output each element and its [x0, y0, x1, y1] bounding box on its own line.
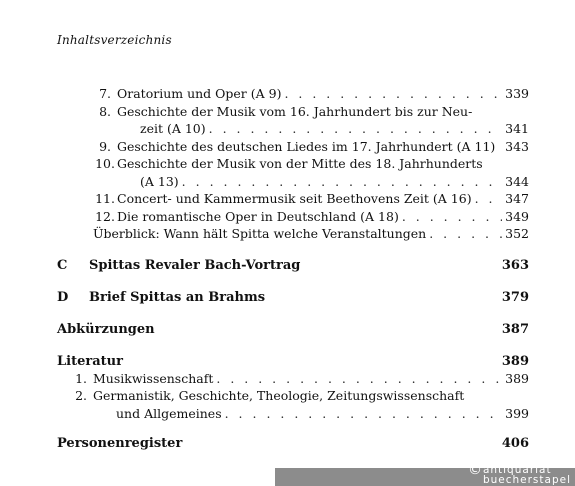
- entry-number: 8.: [99, 103, 111, 119]
- entry-page: 344: [505, 173, 529, 189]
- entry-number: 1.: [75, 370, 87, 386]
- entry-page: 352: [505, 226, 529, 241]
- copyright-icon: ©: [467, 462, 482, 478]
- entry-page: 341: [505, 121, 529, 136]
- section-page: 406: [501, 436, 529, 451]
- entry-number: 11.: [95, 191, 115, 206]
- entry-number: 2.: [75, 388, 87, 403]
- entry-page: 399: [505, 405, 529, 421]
- section-title: Literatur: [57, 353, 123, 369]
- section-title: Brief Spittas an Brahms: [89, 289, 266, 305]
- toc-section-personenregister: [57, 435, 529, 452]
- toc-entry-continuation: [57, 405, 529, 423]
- entry-page: 343: [505, 138, 529, 154]
- section-letter: C: [57, 257, 68, 273]
- entry-title: Die romantische Oper in Deutschland (A 18): [117, 208, 399, 224]
- toc-entry-continuation: [57, 173, 529, 191]
- toc-entry: [57, 138, 529, 156]
- entry-title: Concert- und Kammermusik seit Beethovens Zeit (A 16): [117, 191, 472, 206]
- entry-title: Überblick: Wann hält Spitta welche Veranstaltungen: [93, 226, 427, 241]
- entry-title: Germanistik, Geschichte, Theologie, Zeitungswissenschaft: [93, 388, 465, 403]
- dot-leader: [475, 190, 503, 208]
- entry-page: 339: [505, 86, 529, 101]
- watermark-line-1: antiquariat: [482, 464, 552, 476]
- section-title: Personenregister: [57, 436, 183, 451]
- entry-title-continued: und Allgemeines: [116, 405, 222, 421]
- entry-title: Musikwissenschaft: [93, 370, 214, 386]
- running-header: Inhaltsverzeichnis: [57, 33, 172, 47]
- entry-title-continued: (A 13): [140, 173, 179, 189]
- entry-title: Oratorium und Oper (A 9): [117, 86, 282, 101]
- table-of-contents: [57, 85, 529, 452]
- section-title: Abkürzungen: [57, 321, 155, 337]
- toc-entry: [57, 103, 529, 121]
- toc-entry: [57, 155, 529, 173]
- dot-leader: [284, 85, 502, 103]
- toc-entry-continuation: [57, 120, 529, 138]
- entry-page: 349: [505, 208, 529, 224]
- toc-entry: [57, 85, 529, 103]
- toc-section-abkuerzungen: [57, 321, 529, 338]
- dot-leader: [182, 173, 502, 191]
- toc-section-c: [57, 257, 529, 274]
- entry-title: Geschichte der Musik von der Mitte des 18. Jahrhunderts: [117, 156, 483, 171]
- entry-title: Geschichte des deutschen Liedes im 17. Jahrhundert (A 11): [117, 138, 496, 154]
- entry-page: 389: [505, 370, 529, 386]
- dot-leader: [402, 208, 502, 226]
- toc-entry: [57, 370, 529, 388]
- section-page: 363: [501, 257, 529, 273]
- entry-number: 10.: [95, 156, 115, 171]
- watermark-line-2: buecherstapel: [482, 474, 571, 486]
- section-title: Spittas Revaler Bach-Vortrag: [89, 257, 301, 273]
- section-letter: D: [57, 289, 69, 305]
- section-page: 387: [501, 321, 529, 337]
- dot-leader: [216, 370, 502, 388]
- dot-leader: [429, 225, 502, 243]
- dot-leader: [209, 120, 503, 138]
- watermark: [467, 462, 571, 486]
- entry-number: 7.: [99, 86, 111, 101]
- toc-section-d: [57, 289, 529, 306]
- toc-entry: [57, 190, 529, 208]
- entry-page: 347: [505, 191, 529, 206]
- entry-number: 12.: [95, 208, 115, 224]
- entry-number: 9.: [99, 138, 111, 154]
- entry-title: Geschichte der Musik vom 16. Jahrhundert bis zur Neu-: [117, 103, 473, 119]
- entry-title-continued: zeit (A 10): [140, 121, 206, 136]
- section-page: 379: [501, 289, 529, 305]
- section-page: 389: [501, 353, 529, 369]
- toc-entry: [57, 387, 529, 405]
- toc-section-literatur: [57, 353, 529, 370]
- toc-entry: [57, 208, 529, 226]
- toc-entry-overview: [57, 225, 529, 243]
- dot-leader: [225, 405, 503, 423]
